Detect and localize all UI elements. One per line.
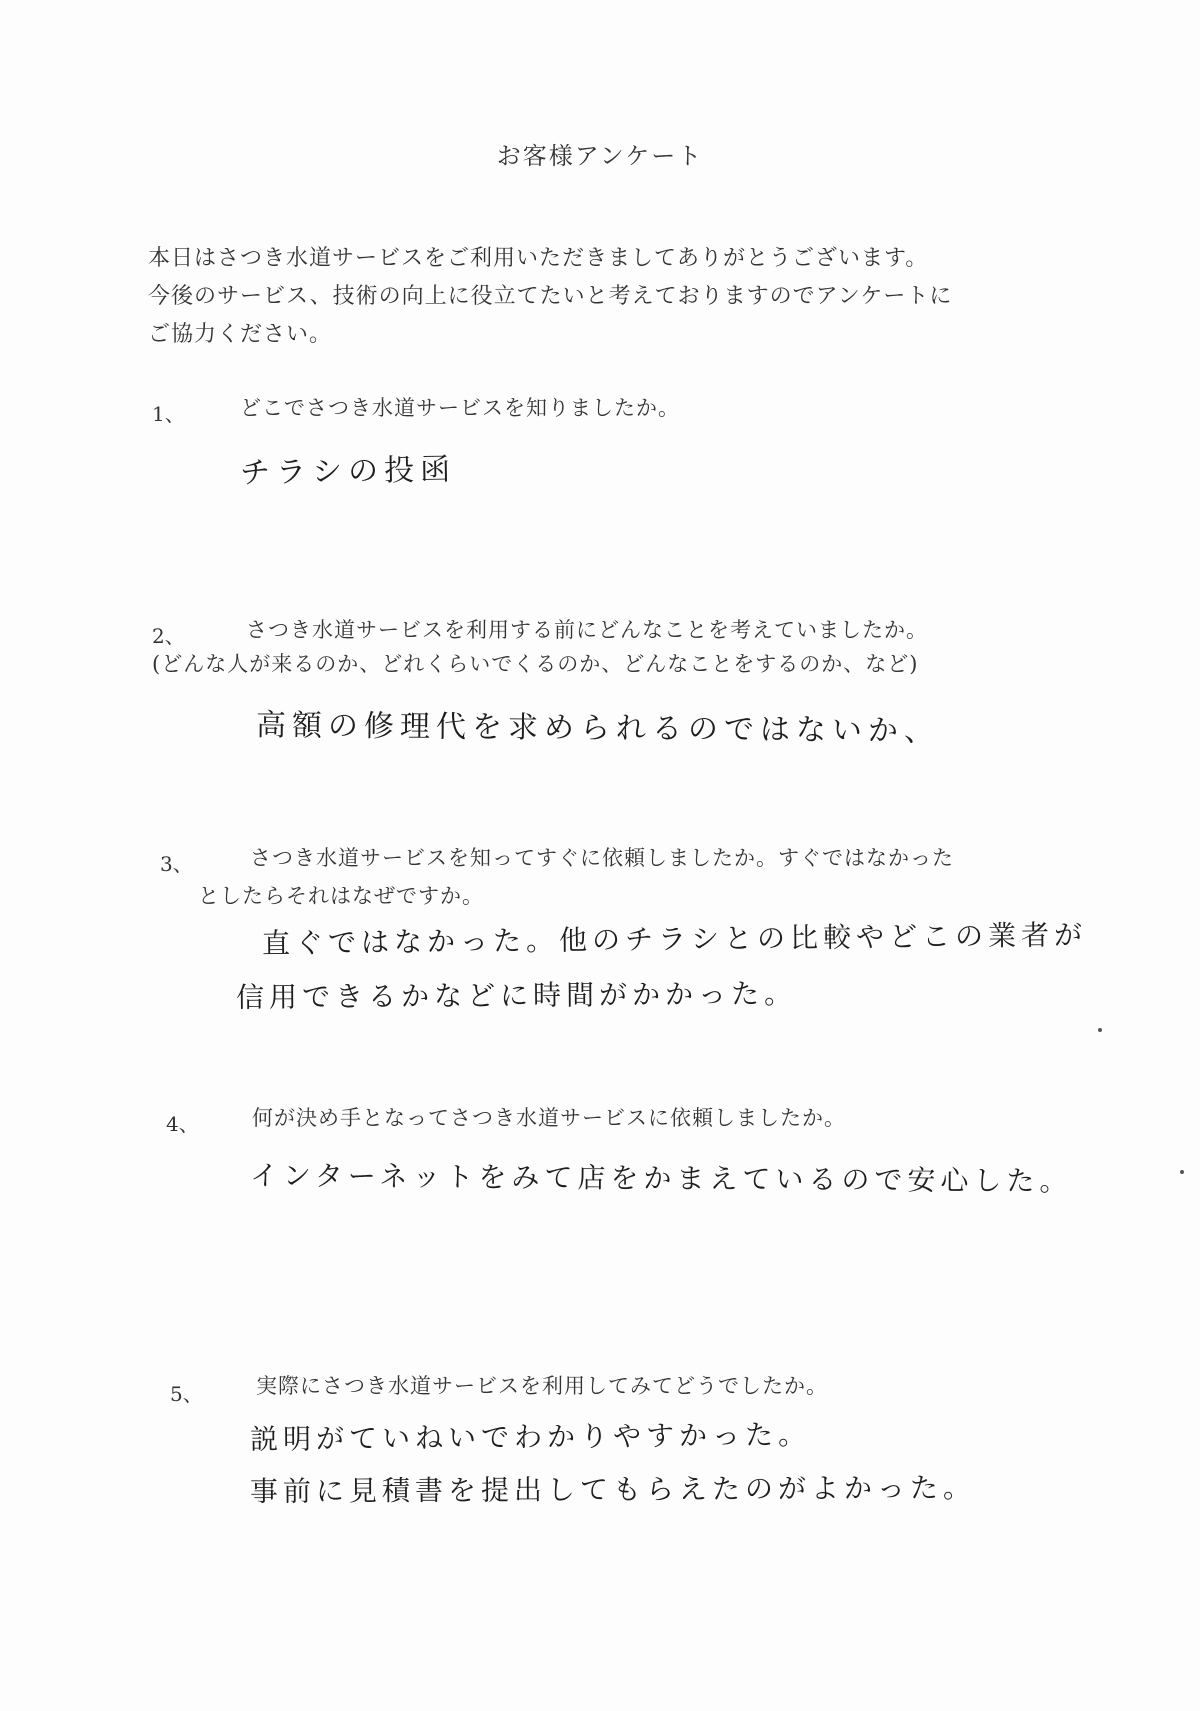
intro-line: 本日はさつき水道サービスをご利用いただきましてありがとうございます。: [148, 246, 929, 271]
question-5-text: 実際にさつき水道サービスを利用してみてどうでしたか。: [256, 1374, 828, 1398]
answer-1-line: チラシの投函: [239, 452, 457, 491]
question-3-text: さつき水道サービスを知ってすぐに依頼しましたか。すぐではなかった: [250, 846, 954, 870]
answer-5-line: 事前に見積書を提出してもらえたのがよかった。: [249, 1471, 977, 1508]
question-3-subtext: としたらそれはなぜですか。: [198, 884, 484, 908]
question-3-number: 3、: [160, 852, 193, 876]
question-1-text: どこでさつき水道サービスを知りましたか。: [240, 396, 680, 420]
question-4-number: 4、: [166, 1112, 199, 1136]
intro-line: ご協力ください。: [148, 322, 333, 347]
answer-3-line: 信用できるかなどに時間がかかった。: [235, 977, 798, 1014]
question-2-subtext: (どんな人が来るのか、どれくらいでくるのか、どんなことをするのか、など): [152, 652, 919, 676]
scan-speck: [1180, 1170, 1184, 1174]
question-5-number: 5、: [170, 1382, 203, 1406]
page-title: お客様アンケート: [496, 142, 704, 170]
answer-5-line: 説明がていねいでわかりやすかった。: [249, 1418, 812, 1456]
scan-speck: [1098, 1028, 1102, 1032]
answer-4-line: インターネットをみて店をかまえているので安心した。: [249, 1159, 1073, 1198]
question-2-text: さつき水道サービスを利用する前にどんなことを考えていましたか。: [246, 618, 928, 642]
answer-3-line: 直ぐではなかった。他のチラシとの比較やどこの業者が: [261, 918, 1088, 960]
question-4-text: 何が決め手となってさつき水道サービスに依頼しましたか。: [252, 1106, 846, 1130]
answer-2-line: 高額の修理代を求められるのではないか、: [255, 708, 941, 749]
question-1-number: 1、: [152, 402, 185, 426]
intro-line: 今後のサービス、技術の向上に役立てたいと考えておりますのでアンケートに: [148, 284, 953, 309]
intro-text: [148, 240, 1088, 354]
question-2-number: 2、: [152, 624, 185, 648]
